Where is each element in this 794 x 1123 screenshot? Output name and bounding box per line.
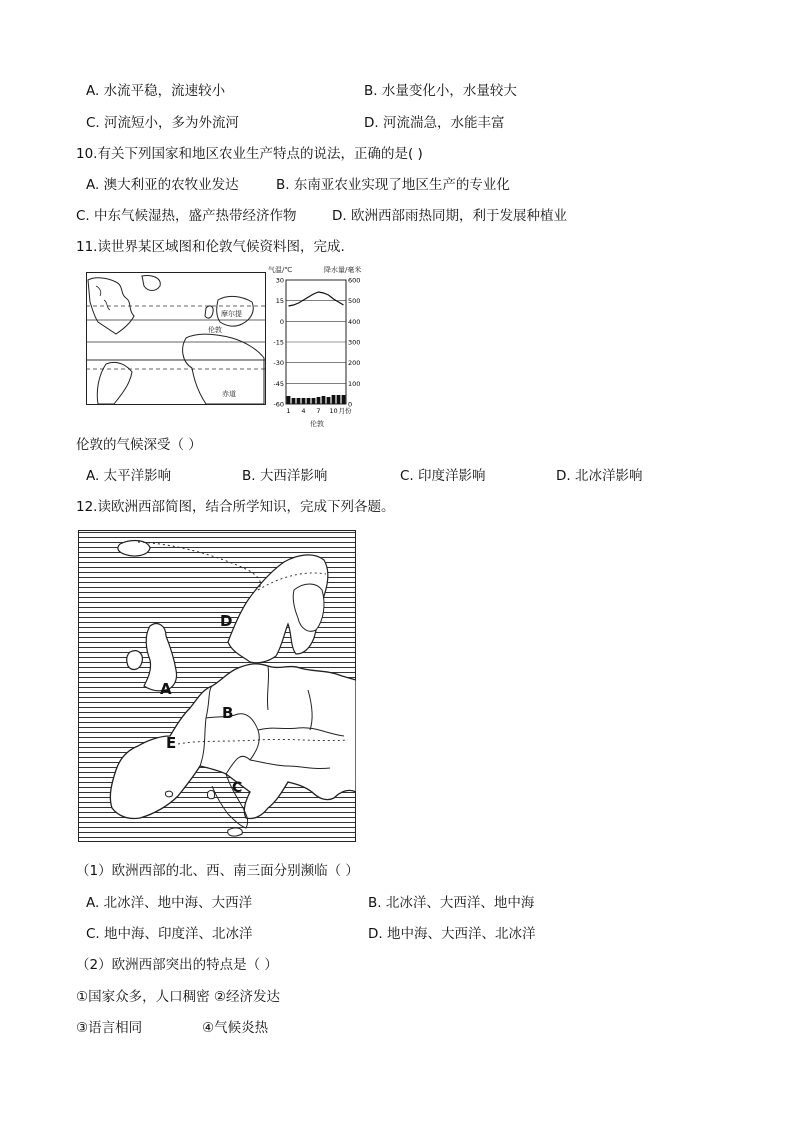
right-tick-label: 0 [348,400,353,409]
map-label-d: D [220,612,233,630]
right-tick-label: 100 [348,379,361,388]
q12-sub1-option-d: D. 地中海、大西洋、北冰洋 [368,926,536,942]
right-tick-label: 500 [348,297,361,306]
q9-option-b: B. 水量变化小，水量较大 [364,83,517,99]
right-axis-title: 降水量/毫米 [324,266,362,274]
right-tick-label: 400 [348,317,361,326]
map-label-2: 伦敦 [208,326,222,334]
chart-caption: 伦敦 [310,420,324,428]
q12-sub1-option-a: A. 北冰洋、地中海、大西洋 [86,895,253,911]
left-tick-label: -60 [273,400,284,409]
x-tick-label: 10 [329,407,338,415]
right-tick-label: 600 [348,276,361,285]
london-climate-chart [266,264,366,428]
precip-bar [297,398,301,404]
q10-option-b: B. 东南亚农业实现了地区生产的专业化 [276,177,510,193]
map-label-e: E [166,734,177,752]
q11-option-b: B. 大西洋影响 [242,468,328,484]
q12-sub1-option-b: B. 北冰洋、大西洋、地中海 [368,895,535,911]
q9-option-a: A. 水流平稳，流速较小 [86,83,226,99]
x-tick-label: 月份 [338,407,352,415]
q9-option-c: C. 河流短小，多为外流河 [86,115,240,131]
precip-bar [287,396,291,404]
q11-stem: 11.读世界某区域图和伦敦气候资料图，完成. [76,239,345,255]
q11-option-d: D. 北冰洋影响 [556,468,643,484]
q12-sub1-option-c: C. 地中海、印度洋、北冰洋 [86,926,253,942]
q10-option-a: A. 澳大利亚的农牧业发达 [86,177,239,193]
western-europe-map [78,530,356,842]
q10-option-c: C. 中东气候湿热，盛产热带经济作物 [76,208,297,224]
q12-sub2-stem: （2）欧洲西部突出的特点是（ ） [76,957,278,973]
precip-bar [322,396,326,404]
precip-bar [327,397,331,404]
x-tick-label: 1 [286,407,291,415]
map-label-b: B [222,704,234,722]
precip-bar [312,398,316,404]
precip-bar [342,395,346,404]
left-tick-label: 30 [275,276,284,285]
left-tick-label: 0 [279,317,284,326]
q10-option-d: D. 欧洲西部雨热同期，利于发展种植业 [332,208,567,224]
x-tick-label: 7 [316,407,321,415]
q10-stem: 10.有关下列国家和地区农业生产特点的说法，正确的是( ) [76,146,423,162]
left-axis-title: 气温/℃ [268,266,293,274]
q11-option-c: C. 印度洋影响 [400,468,486,484]
world-region-map [86,272,266,405]
map-label-3: 赤道 [222,390,236,398]
q12-stem: 12.读欧洲西部简图，结合所学知识，完成下列各题。 [76,499,395,515]
precip-bar [302,398,306,404]
left-tick-label: -45 [273,379,284,388]
precip-bar [317,397,321,404]
right-tick-label: 300 [348,338,361,347]
precip-bar [292,398,296,404]
q11-option-a: A. 太平洋影响 [86,468,172,484]
left-tick-label: -15 [273,338,284,347]
precip-bar [337,395,341,404]
map-label-1: 摩尔提 [221,310,242,318]
x-tick-label: 4 [301,407,306,415]
q11-question: 伦敦的气候深受（ ） [76,437,202,453]
q12-sub1-stem: （1）欧洲西部的北、西、南三面分别濒临（ ） [76,863,359,879]
q12-sub2-line1: ①国家众多，人口稠密 ②经济发达 [76,989,280,1005]
precip-bar [307,398,311,404]
q12-sub2-line2-a: ③语言相同 [76,1020,143,1036]
left-tick-label: 15 [275,297,284,306]
left-tick-label: -30 [273,359,284,368]
map-label-a: A [160,680,172,698]
precip-bar [332,395,336,404]
q9-option-d: D. 河流湍急，水能丰富 [364,115,505,131]
q12-sub2-line2-b: ④气候炎热 [202,1020,269,1036]
map-label-c: C [232,780,243,796]
right-tick-label: 200 [348,359,361,368]
